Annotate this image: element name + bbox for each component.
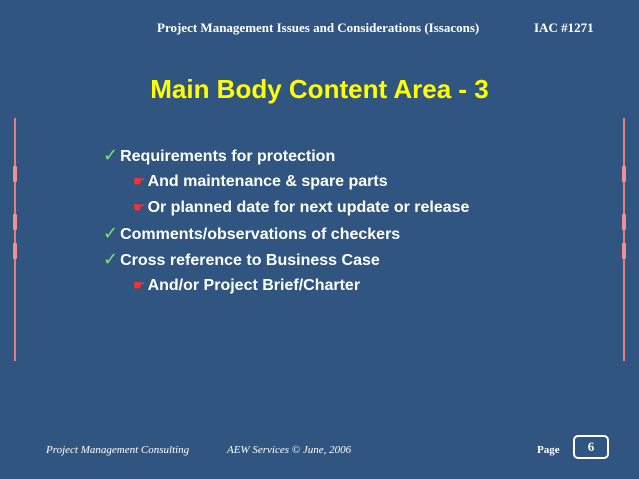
bullet-text: And/or Project Brief/Charter [147, 277, 361, 294]
left-decorative-line [14, 118, 16, 361]
checkmark-icon: ✓ [103, 223, 119, 244]
bullet-text: Cross reference to Business Case [120, 252, 380, 269]
pointing-hand-icon: ☛ [133, 200, 146, 216]
bullet-item [103, 223, 469, 249]
left-tick-mark [13, 166, 17, 182]
footer-company: Project Management Consulting [46, 444, 190, 456]
bullet-text: And maintenance & spare parts [147, 173, 388, 190]
pointing-hand-icon: ☛ [133, 278, 146, 294]
bullet-item [103, 249, 469, 275]
checkmark-icon: ✓ [103, 249, 119, 270]
sub-bullet-item [103, 275, 469, 301]
bullet-item [103, 145, 469, 171]
right-tick-mark [622, 166, 626, 182]
right-tick-mark [622, 214, 626, 230]
pointing-hand-icon: ☛ [133, 174, 146, 190]
sub-bullet-item [103, 171, 469, 197]
page-label: Page [537, 444, 560, 456]
header-title: Project Management Issues and Considerations (Issacons) [157, 20, 480, 35]
right-decorative-line [623, 118, 625, 361]
bullet-text: Comments/observations of checkers [120, 226, 401, 243]
document-id: IAC #1271 [534, 20, 594, 35]
footer-copyright: AEW Services © June, 2006 [227, 444, 352, 456]
slide-title: Main Body Content Area - 3 [150, 74, 489, 104]
bullet-text: Requirements for protection [120, 148, 336, 165]
checkmark-icon: ✓ [103, 145, 119, 166]
bullet-text: Or planned date for next update or release [147, 199, 470, 216]
bullet-list [103, 145, 469, 301]
sub-bullet-item [103, 197, 469, 223]
left-tick-mark [13, 243, 17, 259]
left-tick-mark [13, 214, 17, 230]
right-tick-mark [622, 243, 626, 259]
page-number-badge: 6 [573, 435, 609, 459]
